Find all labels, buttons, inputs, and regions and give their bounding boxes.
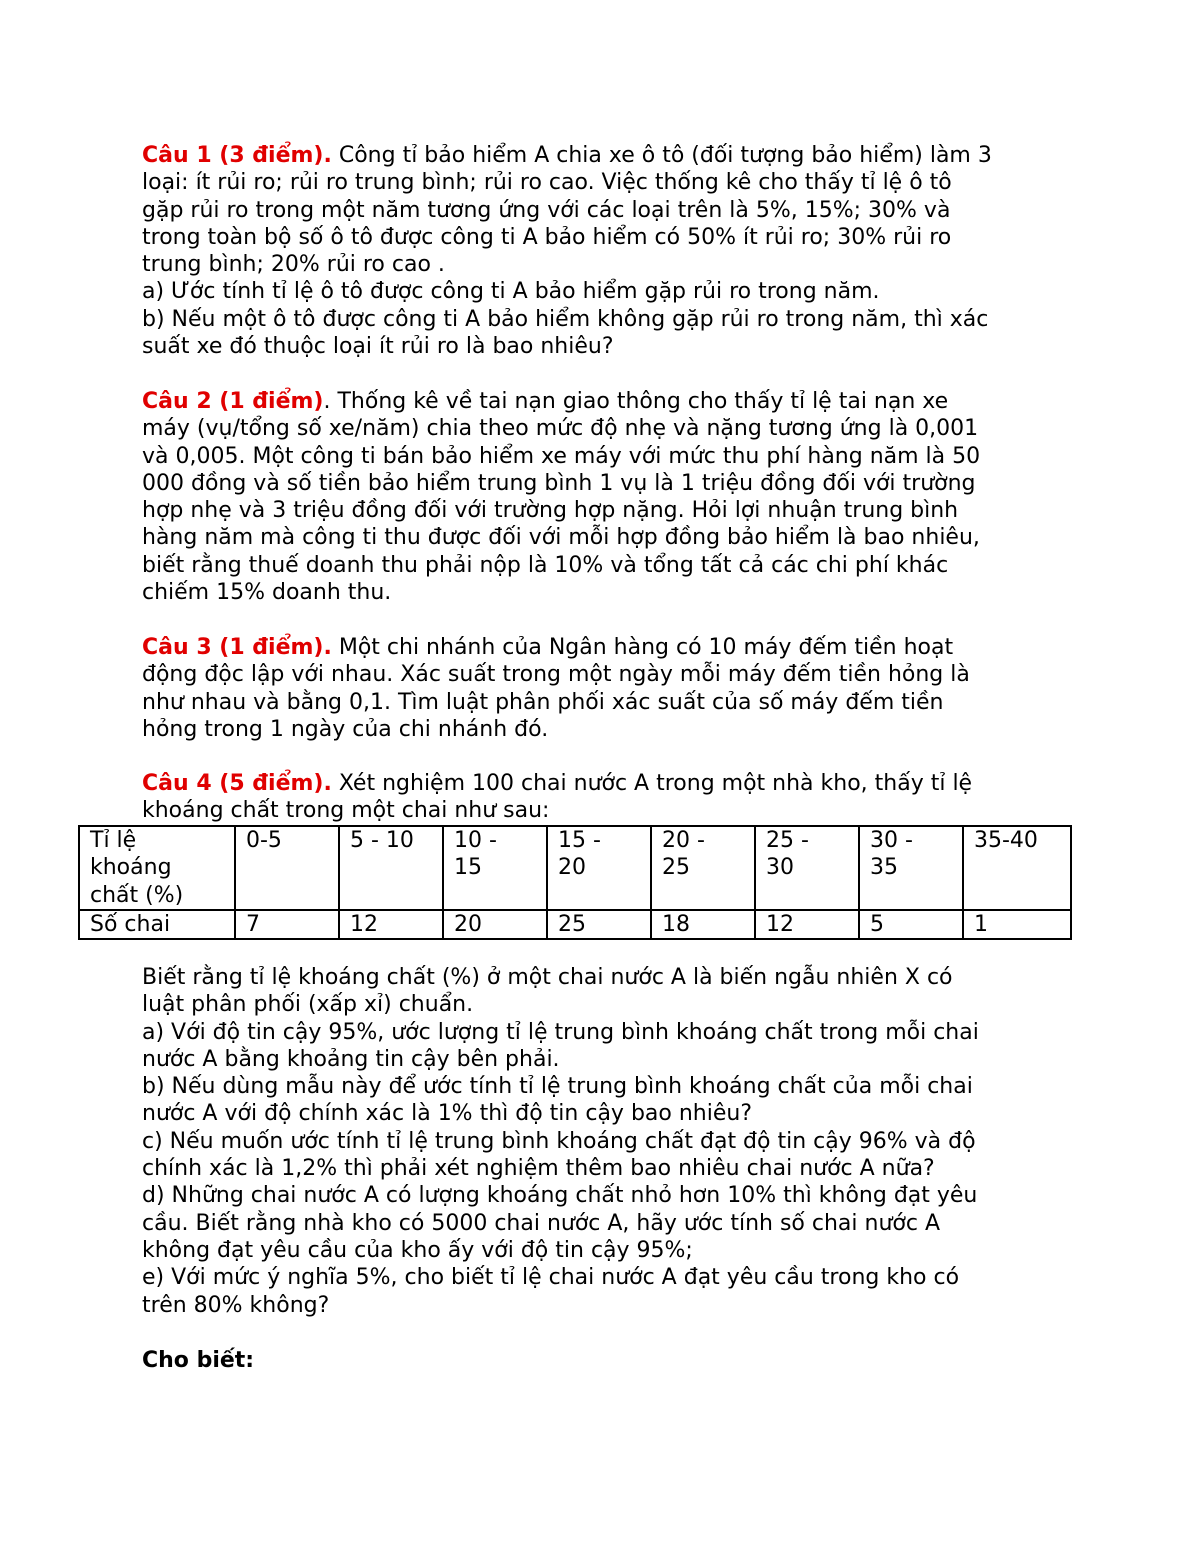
text-line: a) Với độ tin cậy 95%, ước lượng tỉ lệ trung bình khoáng chất trong mỗi chai (142, 1019, 979, 1045)
question-text: Một chi nhánh của Ngân hàng có 10 máy đếm tiền hoạt (331, 635, 954, 660)
table-header-row (79, 826, 1071, 910)
text-line: b) Nếu một ô tô được công ti A bảo hiểm không gặp rủi ro trong năm, thì xác (142, 306, 989, 332)
table-cell: 12 (755, 910, 859, 939)
text-line: khoáng chất trong một chai như sau: (142, 798, 550, 824)
table-header-cell: 5 - 10 (339, 826, 443, 910)
text-line: như nhau và bằng 0,1. Tìm luật phân phối xác suất của số máy đếm tiền (142, 689, 944, 715)
table-cell: 20 (443, 910, 547, 939)
question-3 (142, 634, 1062, 743)
question-label: Câu 1 (3 điểm). (142, 143, 332, 168)
text-line: d) Những chai nước A có lượng khoáng chất nhỏ hơn 10% thì không đạt yêu (142, 1183, 978, 1209)
question-4-parts (142, 964, 1062, 1319)
text-line: loại: ít rủi ro; rủi ro trung bình; rủi ro cao. Việc thống kê cho thấy tỉ lệ ô tô (142, 170, 952, 196)
given-section (142, 1347, 1062, 1374)
text-line: biết rằng thuế doanh thu phải nộp là 10% và tổng tất cả các chi phí khác (142, 552, 949, 578)
text-line: gặp rủi ro trong một năm tương ứng với các loại trên là 5%, 15%; 30% và (142, 197, 951, 223)
given-heading: Cho biết: (142, 1348, 255, 1373)
table-header-cell: 10 - 15 (443, 826, 547, 910)
question-text: Công tỉ bảo hiểm A chia xe ô tô (đối tượng bảo hiểm) làm 3 (331, 143, 992, 168)
text-line (142, 634, 1062, 661)
text-line: 000 đồng và số tiền bảo hiểm trung bình 1 vụ là 1 triệu đồng đối với trường (142, 470, 976, 496)
question-label: Câu 4 (5 điểm). (142, 771, 332, 796)
text-line: hợp nhẹ và 3 triệu đồng đối với trường hợp nặng. Hỏi lợi nhuận trung bình (142, 498, 959, 524)
text-line: chiếm 15% doanh thu. (142, 580, 392, 606)
text-line: và 0,005. Một công ti bán bảo hiểm xe máy với mức thu phí hàng năm là 50 (142, 443, 981, 469)
text-line: trên 80% không? (142, 1292, 330, 1318)
question-text: Xét nghiệm 100 chai nước A trong một nhà kho, thấy tỉ lệ (331, 771, 973, 796)
table-cell: 1 (963, 910, 1071, 939)
text-line: c) Nếu muốn ước tính tỉ lệ trung bình khoáng chất đạt độ tin cậy 96% và độ (142, 1128, 976, 1154)
text-line: nước A bằng khoảng tin cậy bên phải. (142, 1046, 560, 1072)
text-line: động độc lập với nhau. Xác suất trong một ngày mỗi máy đếm tiền hỏng là (142, 662, 970, 688)
question-4 (142, 770, 1062, 825)
text-line: máy (vụ/tổng số xe/năm) chia theo mức độ nhẹ và nặng tương ứng là 0,001 (142, 416, 979, 442)
question-label: Câu 2 (1 điểm) (142, 389, 324, 414)
text-line: b) Nếu dùng mẫu này để ước tính tỉ lệ trung bình khoáng chất của mỗi chai (142, 1074, 973, 1100)
text-line: chính xác là 1,2% thì phải xét nghiệm thêm bao nhiêu chai nước A nữa? (142, 1156, 935, 1182)
table-cell: 7 (235, 910, 339, 939)
table-cell: 5 (859, 910, 963, 939)
table-header-cell: Tỉ lệ khoáng chất (%) (79, 826, 235, 910)
table-header-cell: 15 - 20 (547, 826, 651, 910)
text-line: không đạt yêu cầu của kho ấy với độ tin cậy 95%; (142, 1237, 693, 1263)
table-header-cell: 0-5 (235, 826, 339, 910)
mineral-table (78, 825, 1072, 940)
text-line: e) Với mức ý nghĩa 5%, cho biết tỉ lệ chai nước A đạt yêu cầu trong kho có (142, 1265, 960, 1291)
table-header-cell: 25 - 30 (755, 826, 859, 910)
question-text: . Thống kê về tai nạn giao thông cho thấy tỉ lệ tai nạn xe (323, 389, 949, 414)
table-cell: 25 (547, 910, 651, 939)
text-line: a) Ước tính tỉ lệ ô tô được công ti A bảo hiểm gặp rủi ro trong năm. (142, 279, 880, 305)
text-line: nước A với độ chính xác là 1% thì độ tin cậy bao nhiêu? (142, 1101, 752, 1127)
table-header-cell: 30 - 35 (859, 826, 963, 910)
text-line: hàng năm mà công ti thu được đối với mỗi hợp đồng bảo hiểm là bao nhiêu, (142, 525, 980, 551)
text-line (142, 142, 1062, 169)
table-cell: 18 (651, 910, 755, 939)
table-header-cell: 20 - 25 (651, 826, 755, 910)
question-2 (142, 388, 1062, 606)
text-line: cầu. Biết rằng nhà kho có 5000 chai nước A, hãy ước tính số chai nước A (142, 1210, 940, 1236)
text-line: suất xe đó thuộc loại ít rủi ro là bao nhiêu? (142, 334, 614, 360)
table-row (79, 910, 1071, 939)
table-header-cell: 35-40 (963, 826, 1071, 910)
question-1 (142, 142, 1062, 360)
text-line (142, 770, 1062, 797)
table-cell: 12 (339, 910, 443, 939)
text-line (142, 388, 1062, 415)
text-line: trong toàn bộ số ô tô được công ti A bảo hiểm có 50% ít rủi ro; 30% rủi ro (142, 224, 952, 250)
text-line: trung bình; 20% rủi ro cao . (142, 252, 445, 278)
table-cell: Số chai (79, 910, 235, 939)
text-line: hỏng trong 1 ngày của chi nhánh đó. (142, 716, 549, 742)
text-line: Biết rằng tỉ lệ khoáng chất (%) ở một chai nước A là biến ngẫu nhiên X có (142, 965, 953, 990)
question-label: Câu 3 (1 điểm). (142, 635, 332, 660)
text-line: luật phân phối (xấp xỉ) chuẩn. (142, 992, 474, 1018)
